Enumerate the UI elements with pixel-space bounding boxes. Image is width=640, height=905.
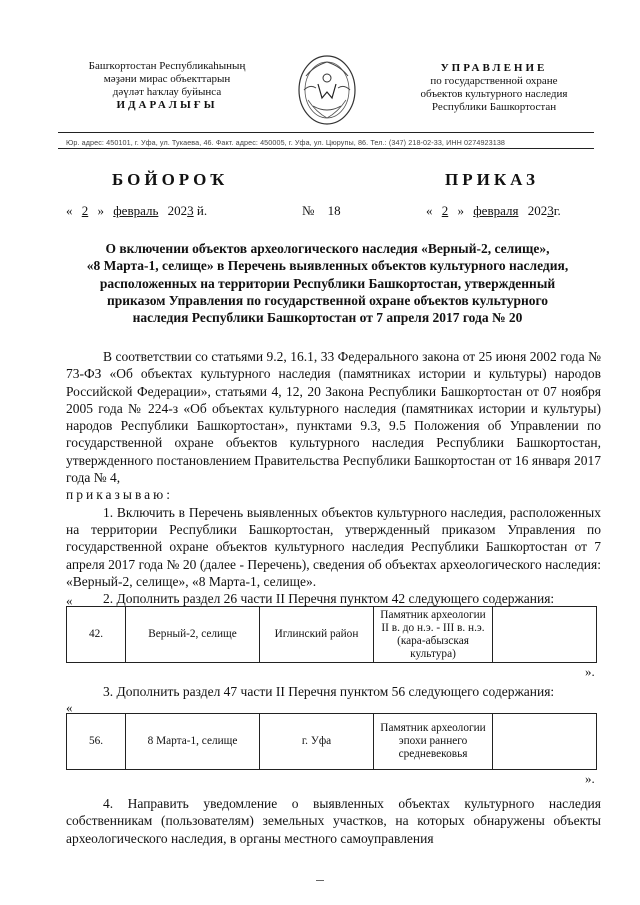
order-number-value: 18 [327,203,341,218]
insert-table-1 [66,606,597,663]
date-year-prefix: 202 [167,203,188,218]
header-left-line: дәүләт һаҡлау буйынса [112,86,222,98]
order-number [302,203,341,219]
item-1-paragraph: 1. Включить в Перечень выявленных объектов культурного наследия, расположенных на территории Республики Башкортостан, утвержденный приказом Управления по государственной охране объектов культурного наследия Республики Башкортостан от 7 апреля 2017 года № 20 (далее - Перечень), сведения об объектах археологического наследия: «Верный-2, селище», «8 Марта-1, селище». [66,504,601,589]
preamble-paragraph: В соответствии со статьями 9.2, 16.1, 33 Федерального закона от 25 июня 2002 года № 73-ФЗ «Об объектах культурного наследия (памятниках истории и культуры) народов Российской Федерации», статьями 4, 12, 20 Закона Республики Башкортостан от 07 ноября 2005 года № 224-з «Об объектах культурного наследия (памятниках истории и культуры) народов Республики Башкортостан», пунктами 9.3, 9.5 Положения об Управлении по государственной охране объектов культурного наследия Республики Башкортостан, утвержденного постановлением Правительства Республики Башкортостан от 16 января 2017 года № 4, [66,349,601,486]
doc-type-russian: ПРИКАЗ [445,170,539,189]
table-row [67,607,597,663]
date-quote: « [426,203,433,218]
date-quote: » [457,203,464,218]
coat-of-arms-emblem [296,54,358,128]
header-left-line: Башҡортостан Республикаһының [88,60,246,72]
date-year-digit: 3 [547,203,554,218]
date-right [426,203,561,219]
table-cell-type: Памятник археологии эпохи раннего средневековья [374,714,493,770]
title-line: «8 Марта-1, селище» в Перечень выявленных объектов культурного наследия, [86,258,569,274]
quote-close-1: ». [585,664,595,679]
date-left [66,203,207,219]
item-4-paragraph: 4. Направить уведомление о выявленных объектах культурного наследия собственникам (пользователям) земельных участков, на которых обнаружены объекты археологического наследия, в органы местного самоуправления [66,796,601,846]
title-line: приказом Управления по государственной охране объектов культурного [106,292,549,308]
header-right-line: Республики Башкортостан [431,101,557,113]
date-month: февраля [473,203,519,218]
body-text-part1 [66,348,601,607]
date-month: февраль [113,203,159,218]
date-suffix: й. [196,203,208,218]
quote-open-2: « [66,700,73,715]
date-year-digit: 3 [187,203,194,218]
order-word: приказываю: [66,487,173,503]
header-bashkir-block [62,60,272,112]
body-text-item4 [66,795,601,847]
header-rule-bottom [58,148,594,149]
table-row [67,714,597,770]
document-title [55,240,600,326]
table-cell-location: Иглинский район [260,607,374,663]
title-line: О включении объектов археологического наследия «Верный-2, селище», [105,241,550,256]
table-cell-extra [493,607,597,663]
header-address: Юр. адрес: 450101, г. Уфа, ул. Тукаева, 46. Факт. адрес: 450005, г. Уфа, ул. Цюрупы, 86. Тел.: (347) 218-02-33, ИНН 0274923138 [66,138,506,147]
insert-table-2 [66,713,597,770]
header-rule-top [58,132,594,133]
item-3-paragraph: 3. Дополнить раздел 47 части II Перечня пунктом 56 следующего содержания: [103,684,555,699]
title-line: наследия Республики Башкортостан от 7 апреля 2017 года № 20 [132,310,523,326]
quote-open-1: « [66,593,73,608]
quote-close-2: ». [585,771,595,786]
doc-type-bashkir: БОЙОРОҠ [112,170,229,189]
item-2-paragraph: 2. Дополнить раздел 26 части II Перечня пунктом 42 следующего содержания: [103,591,555,607]
date-quote: » [97,203,104,218]
table-cell-num: 56. [67,714,126,770]
header-left-line: мәҙәни мирас объекттарын [103,73,231,85]
date-day: 2 [81,203,89,218]
table-cell-num: 42. [67,607,126,663]
header-russian-block [404,62,584,114]
date-day: 2 [441,203,449,218]
header-right-line: по государственной охране [430,75,558,87]
table-cell-type: Памятник археологии II в. до н.э. - III в. н.э. (кара-абызская культура) [374,607,493,663]
header-right-line: объектов культурного наследия [420,88,568,100]
table-cell-extra [493,714,597,770]
header-left-org: ИДАРАЛЫҒЫ [116,99,218,111]
body-text-item3 [66,683,601,700]
date-quote: « [66,203,73,218]
order-number-label: № [302,203,315,218]
table-cell-name: Верный-2, селище [126,607,260,663]
table-cell-name: 8 Марта-1, селище [126,714,260,770]
page-footer-mark [316,880,324,881]
table-cell-location: г. Уфа [260,714,374,770]
date-suffix: г. [553,203,561,218]
title-line: расположенных на территории Республики Башкортостан, утвержденный [99,275,556,291]
date-year-prefix: 202 [527,203,548,218]
header-right-org: УПРАВЛЕНИЕ [440,62,548,74]
